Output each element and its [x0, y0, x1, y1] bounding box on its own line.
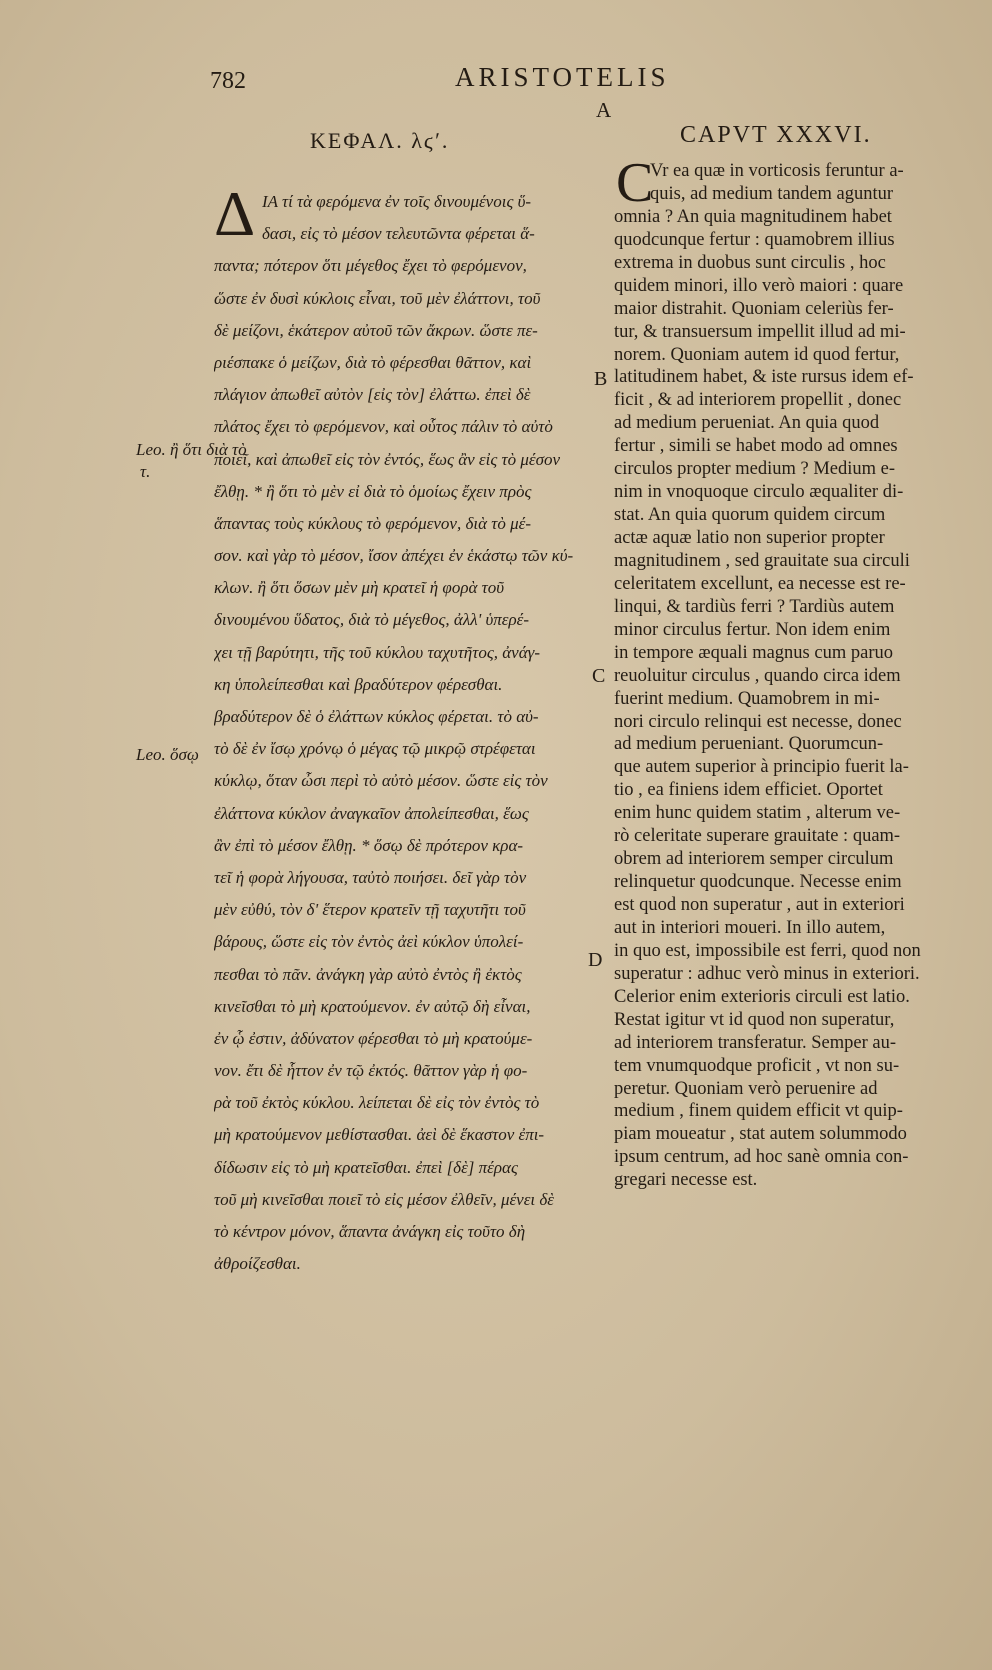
greek-line: κινεῖσθαι τὸ μὴ κρατούμενον. ἐν αὐτῷ δὴ εἶναι, — [214, 996, 531, 1016]
greek-line: ἅπαντας τοὺς κύκλους τὸ φερόμενον, διὰ τὸ μέ- — [214, 513, 531, 533]
latin-line: quis, ad medium tandem aguntur — [650, 183, 894, 204]
greek-line: δίδωσιν εἰς τὸ μὴ κρατεῖσθαι. ἐπεὶ [δὲ] πέρας — [214, 1157, 518, 1177]
latin-line: maior distrahit. Quoniam celeriùs fer- — [614, 298, 894, 319]
latin-line: quodcunque fertur : quamobrem illius — [614, 229, 895, 250]
latin-text-column — [614, 152, 961, 1192]
greek-drop-initial: Δ — [214, 178, 256, 249]
latin-chapter-heading: CAPVT XXXVI. — [680, 122, 872, 148]
latin-line: peretur. Quoniam verò peruenire ad — [614, 1078, 878, 1099]
greek-line: ριέσπακε ὁ μείζων, διὰ τὸ φέρεσθαι θᾶττον, καὶ — [214, 352, 532, 372]
latin-line: Celerior enim exterioris circuli est latio. — [614, 986, 910, 1007]
greek-text-column — [214, 178, 589, 1280]
greek-line: ἂν ἐπὶ τὸ μέσον ἔλθῃ. * ὅσῳ δὲ πρότερον κρα- — [214, 835, 524, 855]
latin-line: Vr ea quæ in vorticosis feruntur a- — [650, 161, 904, 181]
greek-line: κη ὑπολείπεσθαι καὶ βραδύτερον φέρεσθαι. — [214, 674, 503, 694]
greek-line: νον. ἔτι δὲ ἧττον ἐν τῷ ἐκτός. θᾶττον γὰρ ἡ φο- — [214, 1061, 528, 1081]
greek-line: σον. καὶ γὰρ τὸ μέσον, ἴσον ἀπέχει ἐν ἑκάστῳ τῶν κύ- — [214, 546, 574, 566]
latin-line: obrem ad interiorem semper circulum — [614, 849, 894, 870]
greek-chapter-heading: ΚΕΦΑΛ. λϛʹ. — [310, 128, 450, 153]
greek-line: ἐν ᾧ ἐστιν, ἀδύνατον φέρεσθαι τὸ μὴ κρατούμε- — [214, 1028, 533, 1048]
latin-line: rò celeritate superare grauitate : quam- — [614, 826, 901, 847]
latin-line: medium , finem quidem efficit vt quip- — [614, 1101, 903, 1122]
latin-line: Restat igitur vt id quod non superatur, — [614, 1009, 895, 1030]
greek-line: μὲν εὐθύ, τὸν δ' ἕτερον κρατεῖν τῇ ταχυτῆτι τοῦ — [214, 900, 526, 920]
latin-line: nori circulo relinqui est necesse, donec — [614, 711, 902, 732]
latin-line: enim hunc quidem statim , alterum ve- — [614, 803, 901, 824]
greek-line: πλάτος ἔχει τὸ φερόμενον, καὶ οὗτος πάλιν τὸ αὐτὸ — [214, 417, 553, 437]
margin-note-leo-1-cont: τ. — [140, 462, 151, 481]
greek-line: πεσθαι τὸ πᾶν. ἀνάγκη γὰρ αὐτὸ ἐντὸς ἢ ἐκτὸς — [214, 964, 522, 984]
greek-line: ΙΑ τί τὰ φερόμενα ἐν τοῖς δινουμένοις ὕ- — [262, 192, 532, 211]
greek-line: ρὰ τοῦ ἐκτὸς κύκλου. λείπεται δὲ εἰς τὸν ἐντὸς τὸ — [214, 1093, 540, 1113]
section-marker-c: C — [592, 665, 606, 687]
latin-line: tem vnumquodque proficit , vt non su- — [614, 1055, 900, 1076]
latin-line: tio , ea finiens idem efficiet. Oportet — [614, 780, 883, 801]
greek-line: ποιεῖ, καὶ ἀπωθεῖ εἰς τὸν ἐντός, ἕως ἂν εἰς τὸ μέσον — [214, 449, 560, 469]
greek-line: ἀθροίζεσθαι. — [214, 1254, 301, 1274]
latin-line: relinquetur quodcunque. Necesse enim — [614, 872, 902, 893]
greek-line: παντα; πότερον ὅτι μέγεθος ἔχει τὸ φερόμενον, — [214, 256, 527, 276]
section-marker-b: B — [594, 368, 608, 390]
greek-line: κύκλῳ, ὅταν ὦσι περὶ τὸ αὐτὸ μέσον. ὥστε εἰς τὸν — [214, 771, 548, 791]
margin-note-leo-2: Leo. ὅσῳ — [136, 745, 199, 764]
latin-line: fuerint medium. Quamobrem in mi- — [614, 688, 880, 709]
greek-line: βραδύτερον δὲ ὁ ἐλάττων κύκλος φέρεται. τὸ αὐ- — [214, 707, 539, 726]
latin-line: superatur : adhuc verò minus in exteriori. — [614, 963, 920, 984]
page-number: 782 — [210, 68, 246, 94]
greek-line: ὥστε ἐν δυσὶ κύκλοις εἶναι, τοῦ μὲν ἐλάττονι, τοῦ — [214, 288, 541, 308]
latin-line: fertur , simili se habet modo ad omnes — [614, 436, 898, 457]
greek-line: δινουμένου ὕδατος, διὰ τὸ μέγεθος, ἀλλ' ὑπερέ- — [214, 610, 529, 630]
latin-line: latitudinem habet, & iste rursus idem ef- — [614, 367, 914, 388]
latin-line: norem. Quoniam autem id quod fertur, — [614, 344, 900, 365]
greek-line: κλων. ἢ ὅτι ὅσων μὲν μὴ κρατεῖ ἡ φορὰ τοῦ — [214, 578, 505, 598]
latin-line: linqui, & tardiùs ferri ? Tardiùs autem — [614, 596, 895, 617]
latin-line: ad medium perueniat. An quia quod — [614, 413, 880, 434]
latin-line: in tempore æquali magnus cum paruo — [614, 642, 893, 663]
greek-line: ἐλάττονα κύκλον ἀναγκαῖον ἀπολείπεσθαι, ἕως — [214, 803, 529, 823]
latin-line: omnia ? An quia magnitudinem habet — [614, 206, 892, 227]
margin-note-leo-1: Leo. ἢ ὅτι διὰ τὸ — [136, 440, 247, 459]
greek-line: δὲ μείζονι, ἑκάτερον αὐτοῦ τῶν ἄκρων. ὥστε πε- — [214, 320, 538, 340]
latin-line: gregari necesse est. — [614, 1170, 758, 1191]
greek-line: τὸ κέντρον μόνον, ἅπαντα ἀνάγκη εἰς τοῦτο δὴ — [214, 1222, 526, 1241]
latin-line: que autem superior à principio fuerit la- — [614, 757, 909, 778]
latin-line: nim in vnoquoque circulo æqualiter di- — [614, 482, 904, 503]
latin-line: tur, & transuersum impellit illud ad mi- — [614, 321, 906, 342]
greek-line: μὴ κρατούμενον μεθίστασθαι. ἀεὶ δὲ ἕκαστον ἐπι- — [214, 1125, 545, 1145]
latin-line: celeritatem excellunt, ea necesse est re- — [614, 573, 906, 594]
greek-line: χει τῇ βαρύτητι, τῆς τοῦ κύκλου ταχυτῆτος, ἀνάγ- — [214, 642, 540, 662]
greek-line: τεῖ ἡ φορὰ λήγουσα, ταὐτὸ ποιήσει. δεῖ γὰρ τὸν — [214, 867, 527, 887]
section-marker-d: D — [588, 949, 603, 971]
latin-line: stat. An quia quorum quidem circum — [614, 505, 886, 526]
latin-line: ad medium perueniant. Quorumcun- — [614, 734, 884, 755]
greek-line: ἔλθῃ. * ἢ ὅτι τὸ μὲν εἰ διὰ τὸ ὁμοίως ἔχειν πρὸς — [214, 481, 532, 501]
greek-line: τὸ δὲ ἐν ἴσῳ χρόνῳ ὁ μέγας τῷ μικρῷ στρέφεται — [214, 739, 536, 759]
latin-line: in quo est, impossibile est ferri, quod non — [614, 940, 921, 961]
latin-line: piam moueatur , stat autem solummodo — [614, 1124, 907, 1145]
latin-line: est quod non superatur , aut in exteriori — [614, 895, 905, 915]
latin-line: ad interiorem transferatur. Semper au- — [614, 1032, 897, 1053]
latin-line: minor circulus fertur. Non idem enim — [614, 619, 891, 640]
greek-line: τοῦ μὴ κινεῖσθαι ποιεῖ τὸ εἰς μέσον ἐλθεῖν, μένει δὲ — [214, 1189, 554, 1209]
latin-line: aut in interiori moueri. In illo autem, — [614, 917, 886, 938]
running-title: ARISTOTELIS — [455, 62, 670, 92]
latin-line: extrema in duobus sunt circulis , hoc — [614, 252, 886, 273]
greek-line: βάρους, ὥστε εἰς τὸν ἐντὸς ἀεὶ κύκλον ὑπολεί- — [214, 932, 524, 952]
latin-line: circulos propter medium ? Medium e- — [614, 459, 896, 480]
greek-line: πλάγιον ἀπωθεῖ αὐτὸν [εἰς τὸν] ἐλάττω. ἐπεὶ δὲ — [214, 385, 531, 405]
latin-line: quidem minori, illo verò maiori : quare — [614, 275, 904, 296]
latin-drop-initial: C — [616, 152, 654, 214]
greek-line: δασι, εἰς τὸ μέσον τελευτῶντα φέρεται ἅ- — [262, 224, 535, 244]
latin-line: ipsum centrum, ad hoc sanè omnia con- — [614, 1147, 909, 1168]
latin-line: actæ aquæ latio non superior propter — [614, 528, 885, 548]
signature-mark: A — [596, 98, 612, 122]
latin-line: reuoluitur circulus , quando circa idem — [614, 665, 901, 686]
latin-line: ficit , & ad interiorem propellit , donec — [614, 390, 902, 411]
latin-line: magnitudinem , sed grauitate sua circuli — [614, 550, 910, 571]
